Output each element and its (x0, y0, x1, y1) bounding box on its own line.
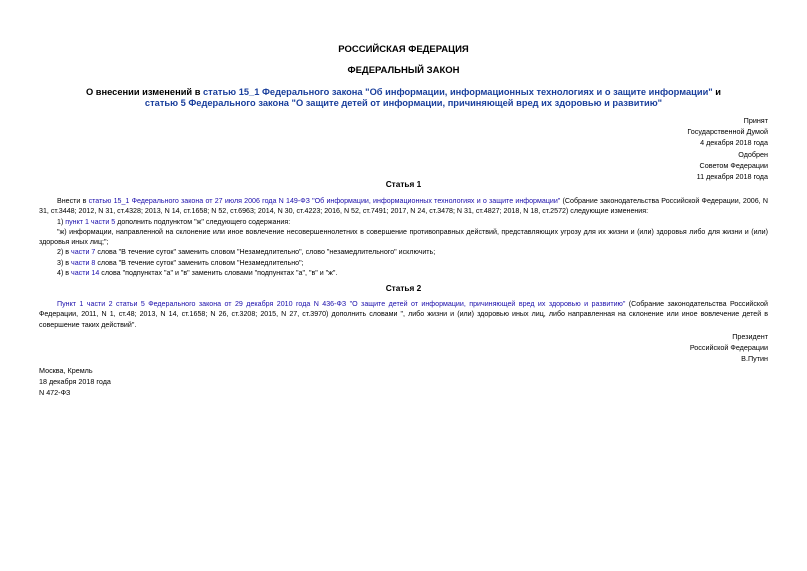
signature-block (568, 331, 768, 365)
adoption-line: 4 декабря 2018 года (700, 138, 768, 148)
article-1-item-4 (39, 268, 768, 278)
law-title-link-article-5[interactable]: статью 5 Федерального закона "О защите детей от информации, причиняющей вред их здоровью и развитию" (144, 98, 663, 108)
adoption-line: 11 декабря 2018 года (696, 172, 768, 182)
article-1-intro (39, 196, 768, 217)
article-1-heading: Статья 1 (385, 179, 422, 189)
item-2-link[interactable]: части 7 (71, 248, 96, 257)
text: 3) в (57, 258, 72, 267)
date-line: 18 декабря 2018 года (39, 377, 111, 387)
text: (Собрание законодательства Российской Федерации, 2006, N 31, ст.3448; 2012, N 31, ст.4328; 2013, N 14, ст.1658; N 52, ст.6963; 2014, N 30, ст.4223; 2016, N 52, ст.7491; 2017, N 24, ст.3478; N 31, ст.4827; 2018, N 18, ст.2572) следующие изменения: (39, 197, 768, 216)
text: 4) в (57, 269, 72, 278)
law-title (0, 87, 807, 109)
article-2-body (39, 299, 768, 330)
text: (Собрание законодательства Российской Федерации, 2011, N 1, ст.48; 2013, N 14, ст.1658; N 26, ст.3208; 2015, N 27, ст.3970) дополнить словами ", либо жизни и (или) здоровью иных лиц, либо направленная на склонение или иное вовлечение детей в совершение таких действий". (39, 300, 769, 329)
signature-line: Российской Федерации (689, 343, 768, 353)
law-title-text: и (712, 87, 722, 97)
article-1-body (39, 196, 768, 278)
article-2-link[interactable]: Пункт 1 части 2 статьи 5 Федерального закона от 29 декабря 2010 года N 436-ФЗ "О защите детей от информации, причиняющей вред их здоровью и развитию" (57, 300, 626, 308)
signature-line: В.Путин (741, 354, 768, 364)
place-line: Москва, Кремль (39, 366, 93, 375)
law-title-link-article-15-1[interactable]: статью 15_1 Федерального закона "Об информации, информационных технологиях и о защите информации" (203, 87, 713, 97)
text: слова "В течение суток" заменить словом "Незамедлительно", слово "незамедлительного" исключить; (95, 248, 436, 257)
adoption-line: Государственной Думой (687, 127, 768, 137)
adoption-block (568, 115, 768, 182)
country-heading: РОССИЙСКАЯ ФЕДЕРАЦИЯ (338, 44, 469, 55)
adoption-line: Советом Федерации (699, 160, 768, 170)
text: слова "подпунктах "а" и "в" заменить словами "подпунктах "а", "в" и "ж". (99, 269, 338, 278)
article-1-quote: "ж) информации, направленной на склонение или иное вовлечение несовершеннолетних в совершение противоправных действий, представляющих угрозу для их жизни и (или) здоровья либо для жизни и (или) здоровья иных лиц;"; (39, 227, 768, 247)
text: дополнить подпунктом "ж" следующего содержания: (115, 217, 291, 226)
article-1-item-3 (39, 258, 768, 268)
place-date-block (39, 365, 111, 399)
text: 2) в (57, 248, 72, 257)
adoption-line: Одобрен (738, 149, 768, 159)
article-2-paragraph (39, 299, 768, 330)
law-type-heading: ФЕДЕРАЛЬНЫЙ ЗАКОН (347, 65, 460, 76)
item-4-link[interactable]: части 14 (71, 269, 100, 278)
text: Внести в (57, 197, 89, 205)
article-1-item-2 (39, 247, 768, 257)
law-number: N 472-ФЗ (39, 388, 71, 398)
text: слова "В течение суток" заменить словом "Незамедлительно"; (95, 258, 304, 267)
text: 1) (57, 217, 66, 226)
article-2-heading: Статья 2 (385, 283, 422, 293)
adoption-line: Принят (743, 116, 768, 125)
item-3-link[interactable]: части 8 (71, 258, 96, 267)
item-1-link[interactable]: пункт 1 части 5 (65, 217, 116, 226)
signature-line: Президент (732, 332, 768, 341)
law-title-text: О внесении изменений в (85, 87, 204, 97)
article-1-intro-link[interactable]: статью 15_1 Федерального закона от 27 июля 2006 года N 149-ФЗ "Об информации, информационных технологиях и о защите информации" (88, 197, 561, 205)
article-1-item-1 (39, 217, 768, 227)
